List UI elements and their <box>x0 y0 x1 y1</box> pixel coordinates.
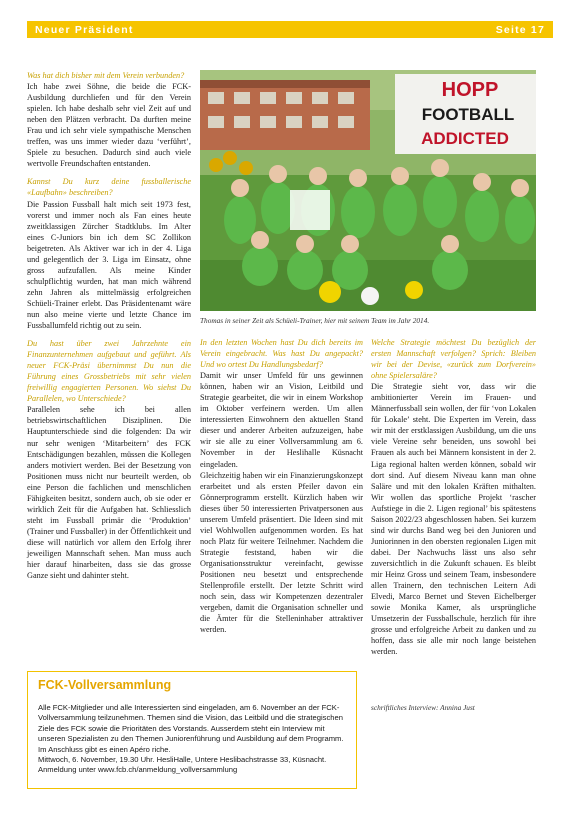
info-box-text: Im Anschluss gibt es einen Apéro riche. <box>38 744 171 754</box>
article-column-2 <box>200 337 363 635</box>
interview-answer: Ich habe zwei Söhne, die beide die FCK-Ausbildung durchliefen und für den Verein spielen. Ich habe deshalb sehr viel Zeit auf und neben den Plätzen verbracht. Da durften meine Frau und ich sehr viele sympathische Menschen treffen, was uns immer wieder dazu ‘verführt’, Spiele zu besuchen. Dadurch sind auch viele wertvolle Freundschaften entstanden. <box>27 82 191 169</box>
interview-question: Was hat dich bisher mit dem Verein verbunden? <box>27 71 185 80</box>
banner-text-1: HOPP <box>441 79 499 101</box>
page-number: Seite 17 <box>495 23 545 36</box>
interview-question: Du hast über zwei Jahrzehnte ein Finanzunternehmen aufgebaut und geführt. Als neuer FCK-Präsi übernimmst Du nun die Führung eines Grossbetriebs mit sehr vielen freiwillig engagierten Personen. Wo siehst Du Parallelen, wo Unterschiede? <box>27 339 191 404</box>
interview-answer: Die Strategie sieht vor, dass wir die ambitionierter Verein im Frauen- und Männerfussball sein wollen, der für ‘von Lokalen für Lokale’ steht. Die Experten im Verein, dass wir mit der erstklassigen Ausbildung, um die uns viele Vereine sehr beneiden, uns sowohl bei Frauen als auch bei Männern konsistent in der 2. Liga regional halten werden können, sobald wir dort sind. Auf diesem Niveau kann man ohne Saläre und mit den lokalen Kräften mithalten. Wir wollen das sportliche Projekt ‘rascher Aufstiege in die 2. Ligen regional’ bis spätestens Saison 2022/23 abgeschlossen haben. Sei kurzem sind wir durchs Band weg bei den Junioren und Juniorinnen in den obersten regionalen Ligen mit dabei. Der Nachwuchs lässt uns also sehr zuversichtlich in die Zukunft schauen. Es bleibt mir Heinz Gross und seinem Team, insbesondere allen Trainern, den technischen Leitern Adi Elvedi, Marco Bernet und Steven Eichelberger sowie Monika Kamer, als ursprüngliche Umsetzerin der Fussballschule, herzlich für ihre grosse und erfolgreiche Arbeit zu danken und zu hoffen, dass sie alle mir noch lange beistehen werden. <box>371 382 536 657</box>
info-box <box>27 671 357 789</box>
article-column-1 <box>27 70 191 581</box>
section-title: Neuer Präsident <box>35 23 134 36</box>
interview-question: Kannst Du kurz deine fussballerische «Laufbahn» beschreiben? <box>27 177 191 198</box>
article-column-3 <box>371 337 536 657</box>
interview-answer: Die Passion Fussball halt mich seit 1973 fest, vorerst und immer noch als Fan eines heute zweitklassigen Zürcher Stadtklubs. Im Alter eines C-Juniors bin ich dem SC Zollikon beigetreten. Als Aktiver war ich in der 4. Liga und gelegentlich der 3. Liga im Einsatz, ohne gross aufzufallen. Als meine Kinder schulpflichtig wurden, hat man mich während zehn Jahren als mittelmässig erfolgreichen Schüeli-Trainer erlebt. Das Präsidentenamt wäre nun also meine vierte und letzte Chance im Fussballumfeld richtig out zu sein. <box>27 199 191 331</box>
photo-caption: Thomas in seiner Zeit als Schüeli-Trainer, hier mit seinem Team im Jahr 2014. <box>200 316 430 325</box>
info-box-body <box>38 703 350 776</box>
banner-text-3: ADDICTED <box>421 129 509 148</box>
info-box-title: FCK-Vollversammlung <box>38 678 172 692</box>
team-photo <box>200 70 536 311</box>
registration-link[interactable]: Anmeldung unter www.fcb.ch/anmeldung_vollversammlung <box>38 765 238 775</box>
interview-question: Welche Strategie möchtest Du bezüglich der ersten Mannschaft verfolgen? Sprich: Bleiben wir bei der Devise, «zurück zum Dorfverein» ohne Spielersaläre? <box>371 338 536 381</box>
banner-text-2: FOOTBALL <box>421 105 515 124</box>
interview-question: In den letzten Wochen hast Du dich bereits im Verein eingebracht. Was hast Du angepackt? Und wo ortest Du Handlungsbedarf? <box>200 338 363 370</box>
interview-answer: Damit wir unser Umfeld für uns gewinnen können, haben wir an Vision, Leitbild und Strategie gearbeitet, die wir in einem Workshop im Oktober verfeinern werden. Um allen interessierten Einwohnern den aktuellen Stand dieser und anderer Arbeiten aufzuzeigen, habe wir sie alle zu einer Vollversammlung am 6. November in der Heslihalle Küsnacht eingeladen. <box>200 371 363 469</box>
info-box-text: Alle FCK-Mitglieder und alle Interessierten sind eingeladen, am 6. November an der FCK-Vollversammlung teilzunehmen. Themen sind die Vision, das Leitbild und die strategischen Ziele des FCK sowie die Prioritäten des Vorstands. Ausserdem steht ein Interview mit unseren Spezialisten zu den Themen Juniorenführung und Ausbildung auf dem Programm. <box>38 703 344 744</box>
page-header <box>27 21 553 38</box>
info-box-text: Mittwoch, 6. November, 19.30 Uhr. HesliHalle, Untere Heslibachstrasse 33, Küsnacht. <box>38 755 327 765</box>
interview-answer: Parallelen sehe ich bei allen betriebswirtschaftlichen Disziplinen. Die Hauptunterschiede sind die folgenden: Da wir nur sehr wenigen ‘Mitarbeitern’ des FCK Entschädigungen bezahlen, müssen die Kollegen anders motiviert werden. Bei der Besetzung von Positionen muss nicht nur beurteilt werden, ob eine Person die fachlichen und menschlichen Fähigkeiten besitzt, sondern auch, ob sie oder er wirklich Zeit für die Aufgaben hat. Schliesslich steht im Fussball primär die ‘Produktion’ (Trainer und Fussballer) in der Öffentlichkeit und diese will natürlich vor allem den Erfolg ihrer jeweiligen Mannschaft sehen. Man muss auch hier darauf hinarbeiten, dass sie das grosse Ganze sieht und dahinter steht. <box>27 405 191 581</box>
interview-credit: schriftliches Interview: Annina Just <box>371 703 475 712</box>
interview-answer: Gleichzeitig haben wir ein Finanzierungskonzept erarbeitet und als ersten Pfeiler davon ein Gönnerprogramm erstellt. Kürzlich haben wir dieses über 50 interessierten Privatpersonen aus unserem Umfeld präsentiert. Die Ideen sind mit viel Wohlwollen aufgenommen worden. Es hat noch Platz für weitere Teilnehmer. Nachdem die Strategie feststand, haben wir die Organisationsstruktur vereinfacht, gewisse Positionen neu besetzt und entsprechende Stellenprofile erstellt. Der letzte Schritt wird noch sein, dass wir Kompetenzen dezentraler vergeben, damit die Organisation schneller und die Ämter für die Stelleninhaber attraktiver werden. <box>200 470 363 635</box>
